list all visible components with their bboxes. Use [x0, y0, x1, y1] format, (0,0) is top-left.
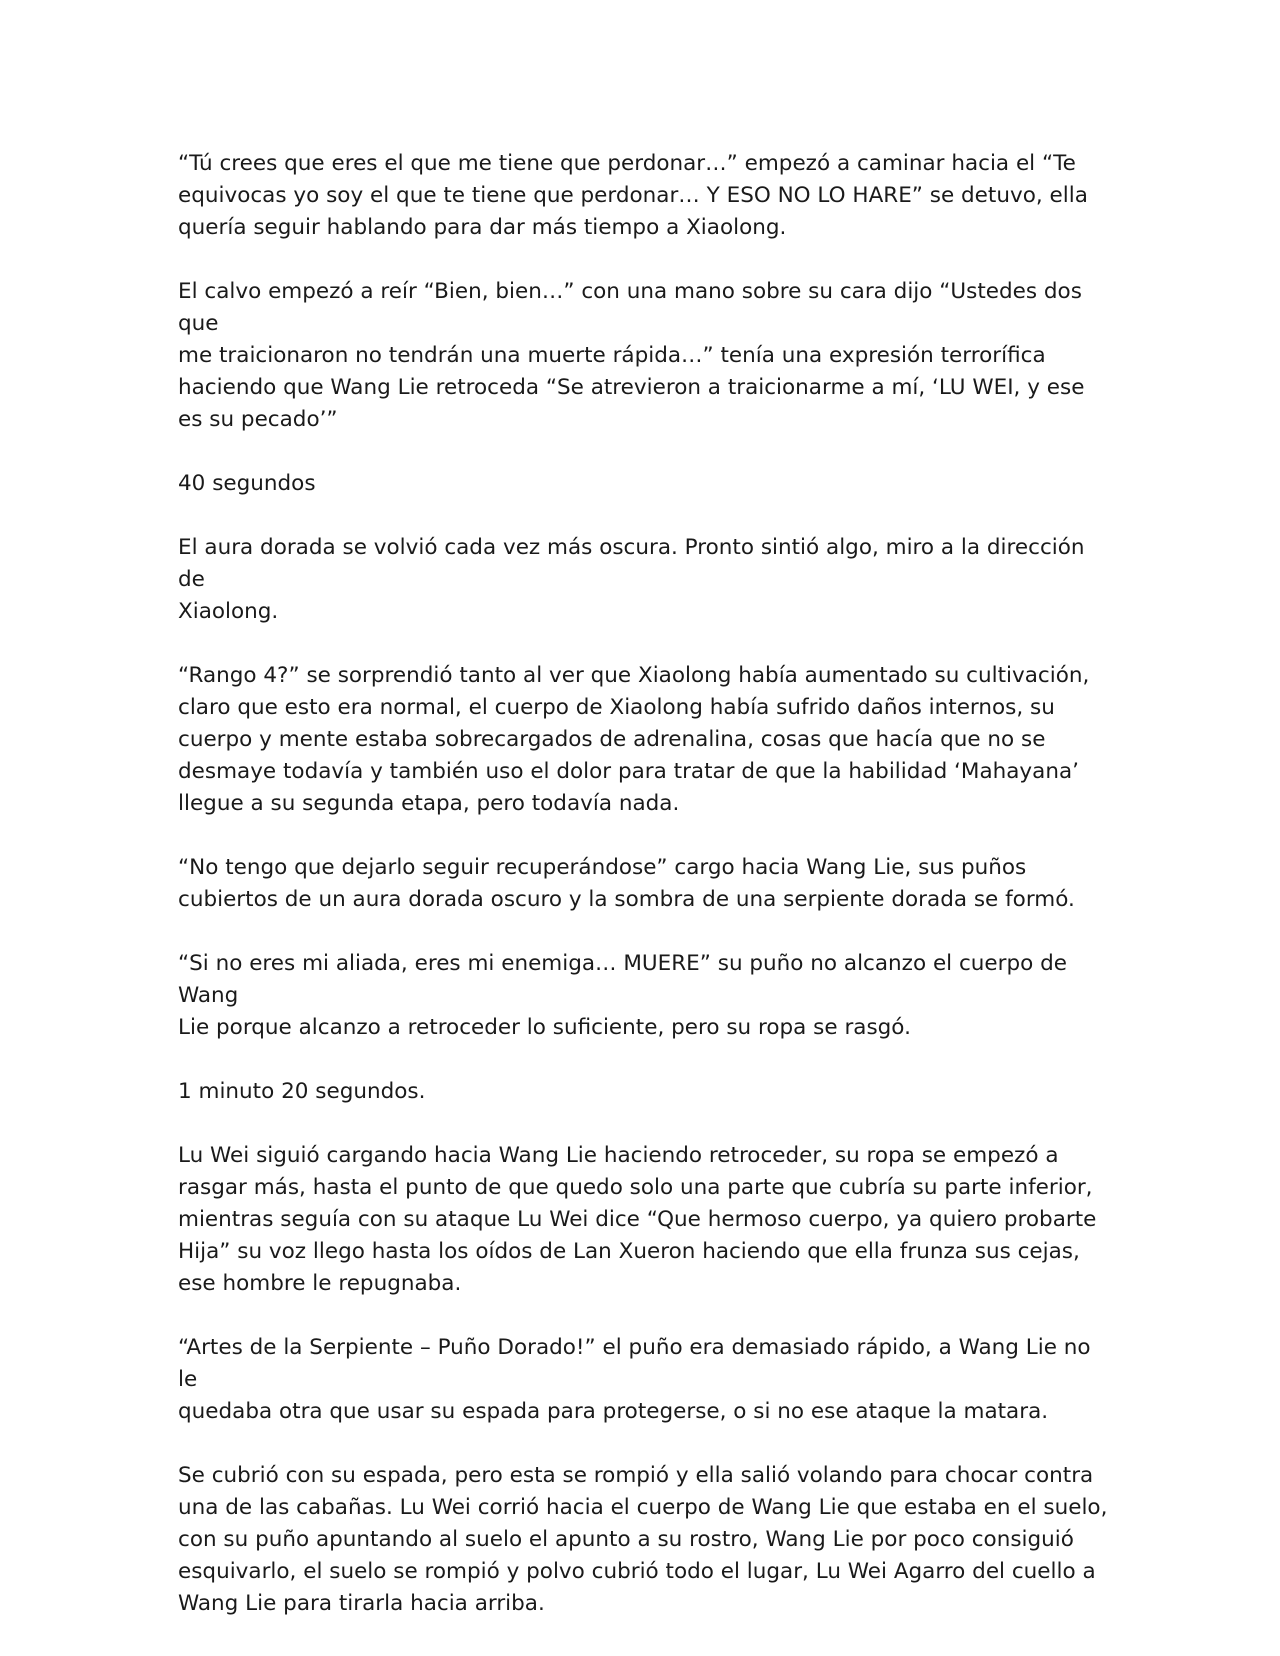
paragraph: El aura dorada se volvió cada vez más oscura. Pronto sintió algo, miro a la dirección de Xiaolong. [178, 535, 1085, 624]
scene-timer: 1 minuto 20 segundos. [178, 1079, 426, 1104]
paragraph: “Tú crees que eres el que me tiene que perdonar…” empezó a caminar hacia el “Te equivocas yo soy el que te tiene que perdonar… Y ESO NO LO HARE” se detuvo, ella quería seguir hablando para dar más tiempo a Xiaolong. [178, 151, 1088, 240]
document-body [178, 148, 1108, 1652]
paragraph: El calvo empezó a reír “Bien, bien…” con una mano sobre su cara dijo “Ustedes dos que me traicionaron no tendrán una muerte rápida…” tenía una expresión terrorífica haciendo que Wang Lie retroceda “Se atrevieron a traicionarme a mí, ‘LU WEI, y ese es su pecado’” [178, 279, 1085, 432]
paragraph: Se cubrió con su espada, pero esta se rompió y ella salió volando para chocar contra una de las cabañas. Lu Wei corrió hacia el cuerpo de Wang Lie que estaba en el suelo, con su puño apuntando al suelo el apunto a su rostro, Wang Lie por poco consiguió esquivarlo, el suelo se rompió y polvo cubrió todo el lugar, Lu Wei Agarro del cuello a Wang Lie para tirarla hacia arriba. [178, 1463, 1108, 1616]
paragraph: “Si no eres mi aliada, eres mi enemiga… MUERE” su puño no alcanzo el cuerpo de Wang Lie porque alcanzo a retroceder lo suficiente, pero su ropa se rasgó. [178, 951, 1068, 1040]
paragraph: “Artes de la Serpiente – Puño Dorado!” el puño era demasiado rápido, a Wang Lie no le quedaba otra que usar su espada para protegerse, o si no ese ataque la matara. [178, 1335, 1091, 1424]
paragraph: “Rango 4?” se sorprendió tanto al ver que Xiaolong había aumentado su cultivación, claro que esto era normal, el cuerpo de Xiaolong había sufrido daños internos, su cuerpo y mente estaba sobrecargados de adrenalina, cosas que hacía que no se desmaye todavía y también uso el dolor para tratar de que la habilidad ‘Mahayana’ llegue a su segunda etapa, pero todavía nada. [178, 663, 1090, 816]
paragraph: “No tengo que dejarlo seguir recuperándose” cargo hacia Wang Lie, sus puños cubiertos de un aura dorada oscuro y la sombra de una serpiente dorada se formó. [178, 855, 1075, 912]
scene-timer: 40 segundos [178, 471, 316, 496]
paragraph: Lu Wei siguió cargando hacia Wang Lie haciendo retroceder, su ropa se empezó a rasgar más, hasta el punto de que quedo solo una parte que cubría su parte inferior, mientras seguía con su ataque Lu Wei dice “Que hermoso cuerpo, ya quiero probarte Hija” su voz llego hasta los oídos de Lan Xueron haciendo que ella frunza sus cejas, ese hombre le repugnaba. [178, 1143, 1097, 1296]
